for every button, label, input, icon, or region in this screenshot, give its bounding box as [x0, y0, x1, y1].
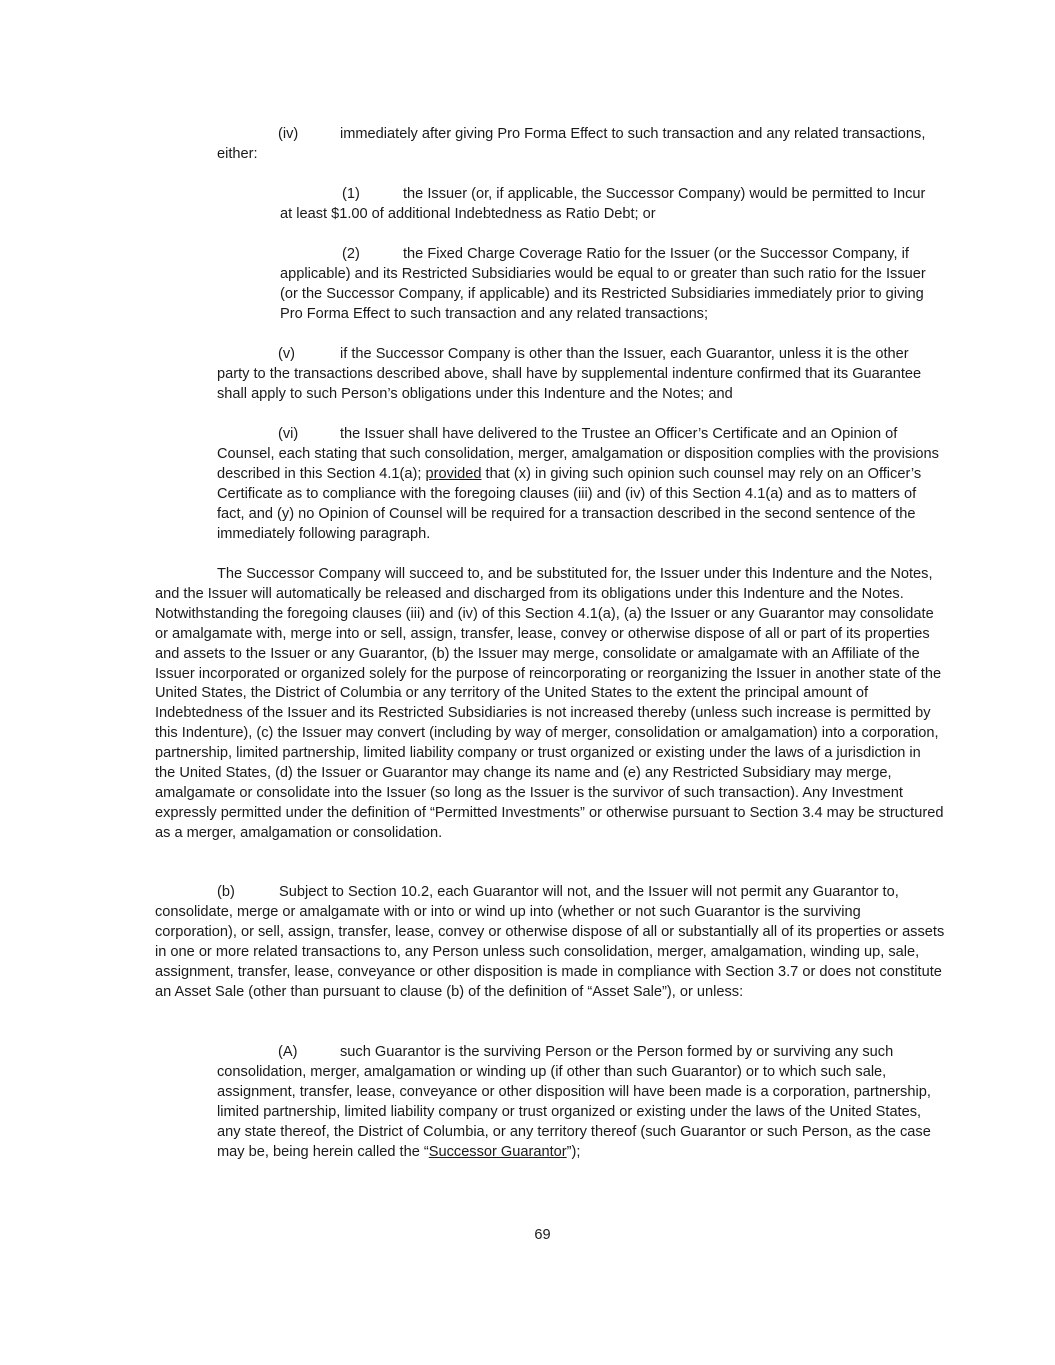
clause-iv-2-text: the Fixed Charge Coverage Ratio for the Issuer (or the Successor Company, if applicable) and its Restricted Subsidiaries would be equal to or greater than such ratio for the Issuer (or the Successor Company, if applicable) and its Restricted Subsidiaries immediately prior to giving Pro Forma Effect to such transaction and any related transactions;: [280, 246, 926, 322]
clause-vi-label: (vi): [278, 426, 299, 442]
successor-paragraph-text: The Successor Company will succeed to, and be substituted for, the Issuer under this Indenture and the Notes, and the Issuer will automatically be released and discharged from its obligations under this Indenture and the Notes. Notwithstanding the foregoing clauses (iii) and (iv) of this Section 4.1(a), (a) the Issuer or any Guarantor may consolidate or amalgamate with, merge into or sell, assign, transfer, lease, convey or otherwise dispose of all or part of its properties and assets to the Issuer or any Guarantor, (b) the Issuer may merge, consolidate or amalgamate with an Affiliate of the Issuer incorporated or organized solely for the purpose of reincorporating or reorganizing the Issuer in another state of the United States, the District of Columbia or any territory of the United States to the extent the principal amount of Indebtedness of the Issuer and its Restricted Subsidiaries is not increased thereby (unless such increase is permitted by this Indenture), (c) the Issuer may convert (including by way of merger, consolidation or amalgamation) into a corporation, partnership, limited partnership, limited liability company or trust organized or existing under the laws of a jurisdiction in the United States, (d) the Issuer or Guarantor may change its name and (e) any Restricted Subsidiary may merge, amalgamate or consolidate into the Issuer (so long as the Issuer is the survivor of such transaction). Any Investment expressly permitted under the definition of “Permitted Investments” or otherwise pursuant to Section 3.4 may be structured as a merger, amalgamation or consolidation.: [155, 566, 944, 841]
clause-vi: [217, 425, 942, 544]
clause-iv-2: [280, 245, 940, 325]
clause-A-text-after: ”);: [566, 1143, 581, 1160]
clause-b-label: (b): [217, 884, 235, 900]
clause-b: [155, 883, 945, 1002]
clause-iv-1-label: (1): [342, 186, 360, 202]
clause-iv-1: [280, 185, 940, 225]
provided-term: provided: [425, 465, 482, 482]
clause-iv-1-text: the Issuer (or, if applicable, the Successor Company) would be permitted to Incur at least $1.00 of additional Indebtedness as Ratio Debt; or: [280, 186, 926, 222]
successor-guarantor-term: Successor Guarantor: [428, 1143, 567, 1160]
clause-iv-2-label: (2): [342, 246, 360, 262]
clause-A-text-before: such Guarantor is the surviving Person or the Person formed by or surviving any such consolidation, merger, amalgamation or winding up (if other than such Guarantor) or to which such sale, assignment, transfer, lease, conveyance or other disposition will have been made is a corporation, partnership, limited partnership, limited liability company or trust organized or existing under the laws of the United States, any state thereof, the District of Columbia, or any territory thereof (such Guarantor or such Person, as the case may be, being herein called the “: [217, 1044, 931, 1160]
clause-vi-text-before: the Issuer shall have delivered to the Trustee an Officer’s Certificate and an Opinion of Counsel, each stating that such consolidation, merger, amalgamation or disposition complies with the provisions described in this Section 4.1(a);: [217, 426, 939, 482]
clause-v-label: (v): [278, 346, 296, 362]
clause-iv: [217, 125, 937, 165]
clause-v-text: if the Successor Company is other than the Issuer, each Guarantor, unless it is the other party to the transactions described above, shall have by supplemental indenture confirmed that its Guarantee shall apply to such Person’s obligations under this Indenture and the Notes; and: [217, 346, 922, 402]
clause-A: [217, 1043, 945, 1162]
clause-iv-text: immediately after giving Pro Forma Effect to such transaction and any related transactions, either:: [217, 126, 926, 162]
clause-v: [217, 345, 945, 405]
clause-vi-text-after: that (x) in giving such opinion such counsel may rely on an Officer’s Certificate as to compliance with the foregoing clauses (iii) and (iv) of this Section 4.1(a) and as to matters of fact, and (y) no Opinion of Counsel will be required for a transaction described in the second sentence of the immediately following paragraph.: [217, 465, 922, 542]
clause-b-text: Subject to Section 10.2, each Guarantor will not, and the Issuer will not permit any Guarantor to, consolidate, merge or amalgamate with or into or wind up into (whether or not such Guarantor is the surviving corporation), or sell, assign, transfer, lease, convey or otherwise dispose of all or substantially all of its properties or assets in one or more related transactions to, any Person unless such consolidation, merger, amalgamation, winding up, sale, assignment, transfer, lease, conveyance or other disposition is made in compliance with Section 3.7 or does not constitute an Asset Sale (other than pursuant to clause (b) of the definition of “Asset Sale”), or unless:: [155, 884, 945, 1000]
clause-A-label: (A): [278, 1044, 298, 1060]
clause-iv-label: (iv): [278, 126, 299, 142]
page-number: 69: [534, 1227, 551, 1243]
successor-paragraph: [155, 565, 945, 844]
